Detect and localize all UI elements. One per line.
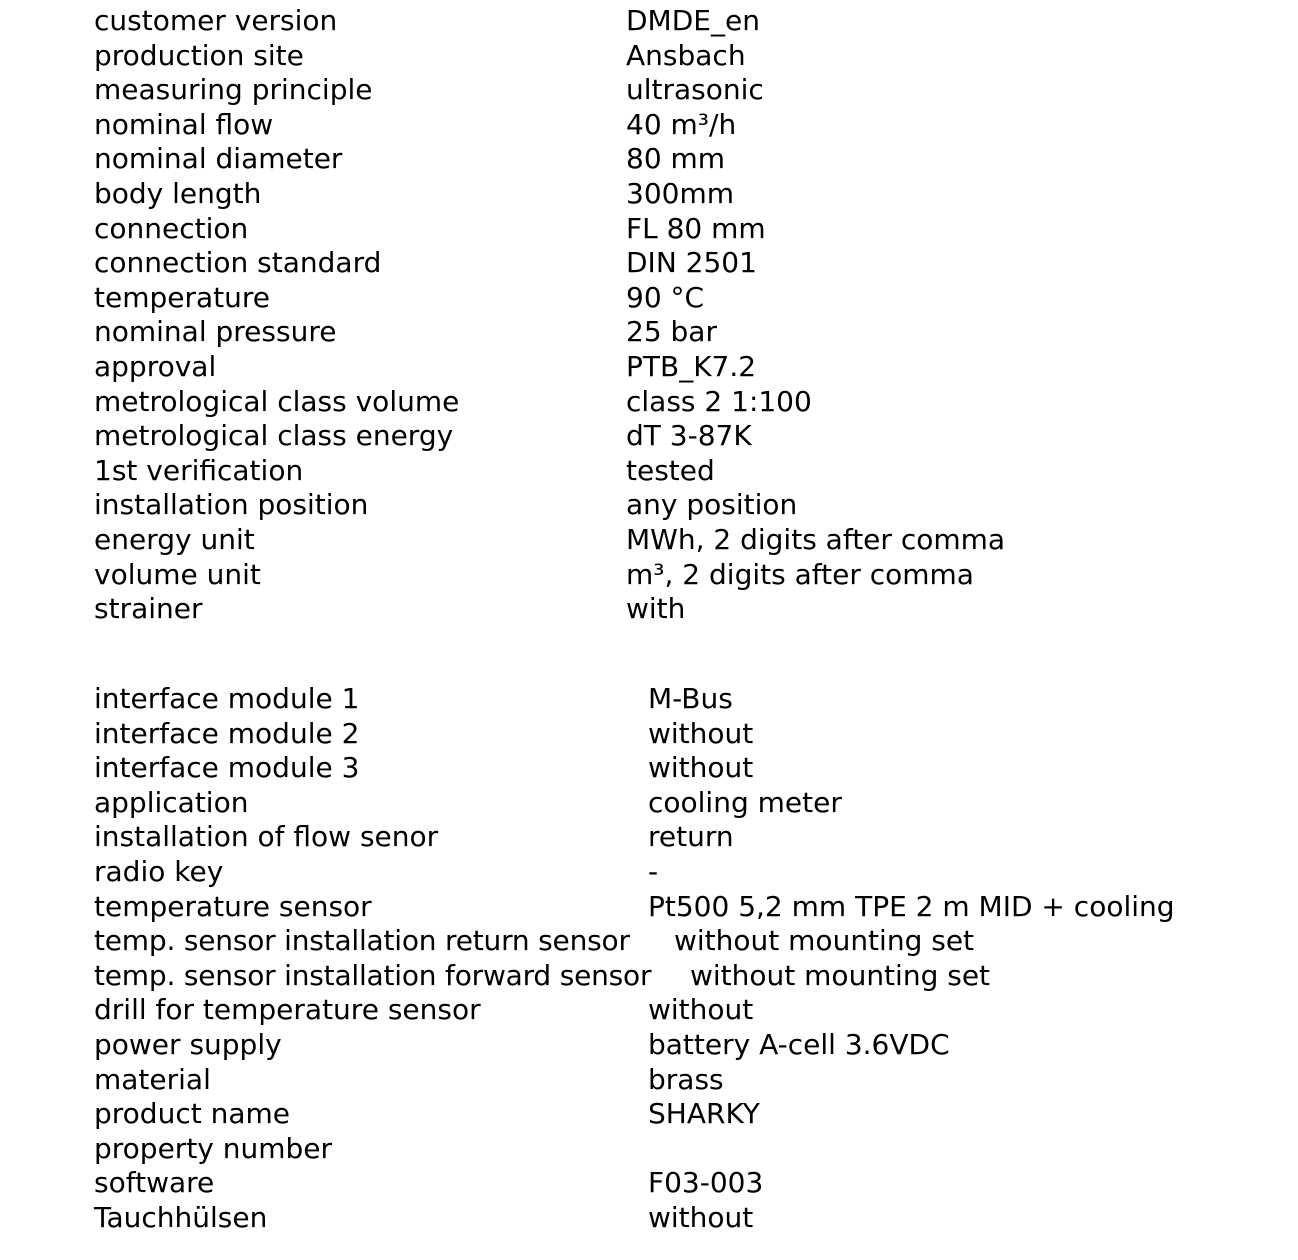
spec-label: interface module 1 [94, 682, 360, 715]
spec-value: dT 3-87K [626, 419, 752, 453]
spec-label: measuring principle [94, 73, 373, 107]
spec-value: without [648, 993, 754, 1027]
spec-label: volume unit [94, 557, 261, 591]
spec-label: production site [94, 38, 304, 72]
spec-value: FL 80 mm [626, 211, 766, 245]
spec-label: interface module 3 [94, 751, 360, 785]
spec-label: temperature [94, 280, 270, 314]
spec-value: MWh, 2 digits after comma [626, 522, 1006, 556]
spec-value: without [648, 751, 754, 785]
spec-value: 40 m³/h [626, 107, 737, 141]
spec-value: Pt500 5,2 mm TPE 2 m MID + cooling [648, 889, 1175, 923]
spec-label: property number [94, 1131, 333, 1165]
spec-value: Ansbach [626, 38, 746, 72]
spec-label: radio key [94, 854, 224, 888]
spec-label: temp. sensor installation forward sensor [94, 958, 652, 992]
spec-label: 1st verification [94, 453, 304, 487]
spec-label: nominal diameter [94, 142, 343, 176]
spec-value: without [648, 1200, 754, 1234]
spec-label: temperature sensor [94, 889, 372, 923]
spec-value: m³, 2 digits after comma [626, 557, 974, 591]
spec-value: battery A-cell 3.6VDC [648, 1027, 950, 1061]
spec-value: return [648, 820, 734, 854]
spec-value: F03-003 [648, 1166, 764, 1200]
spec-value: M-Bus [648, 682, 733, 715]
spec-label: metrological class energy [94, 419, 454, 453]
spec-label: energy unit [94, 522, 255, 556]
spec-label: product name [94, 1097, 290, 1131]
spec-value: DIN 2501 [626, 246, 757, 280]
spec-value: DMDE_en [626, 4, 760, 37]
spec-label: metrological class volume [94, 384, 460, 418]
spec-label: material [94, 1062, 211, 1096]
spec-label: Tauchhülsen [94, 1200, 268, 1234]
spec-label: power supply [94, 1027, 282, 1061]
spec-value: class 2 1:100 [626, 384, 812, 418]
spec-label: body length [94, 176, 262, 210]
spec-label: installation position [94, 488, 369, 522]
spec-label: customer version [94, 4, 338, 37]
spec-value: ultrasonic [626, 73, 764, 107]
spec-value: cooling meter [648, 785, 842, 819]
spec-label: strainer [94, 592, 203, 626]
spec-label: nominal pressure [94, 315, 337, 349]
spec-value: - [648, 854, 659, 888]
spec-label: connection [94, 211, 249, 245]
spec-label: software [94, 1166, 215, 1200]
spec-value: 90 °C [626, 280, 705, 314]
spec-value: 300mm [626, 176, 734, 210]
spec-label: installation of flow senor [94, 820, 439, 854]
spec-value: brass [648, 1062, 724, 1096]
spec-label: nominal flow [94, 107, 274, 141]
spec-label: approval [94, 349, 217, 383]
spec-value: 25 bar [626, 315, 717, 349]
spec-value: any position [626, 488, 798, 522]
spec-label: application [94, 785, 249, 819]
spec-value: SHARKY [648, 1097, 760, 1131]
spec-value: 80 mm [626, 142, 726, 176]
spec-value: tested [626, 453, 715, 487]
spec-value: without mounting set [674, 924, 975, 958]
spec-value: PTB_K7.2 [626, 349, 757, 383]
spec-label: drill for temperature sensor [94, 993, 481, 1027]
spec-value: without mounting set [690, 958, 991, 992]
spec-value: without [648, 716, 754, 750]
spec-value: with [626, 592, 686, 626]
spec-label: temp. sensor installation return sensor [94, 924, 630, 958]
spec-label: interface module 2 [94, 716, 360, 750]
spec-label: connection standard [94, 246, 382, 280]
